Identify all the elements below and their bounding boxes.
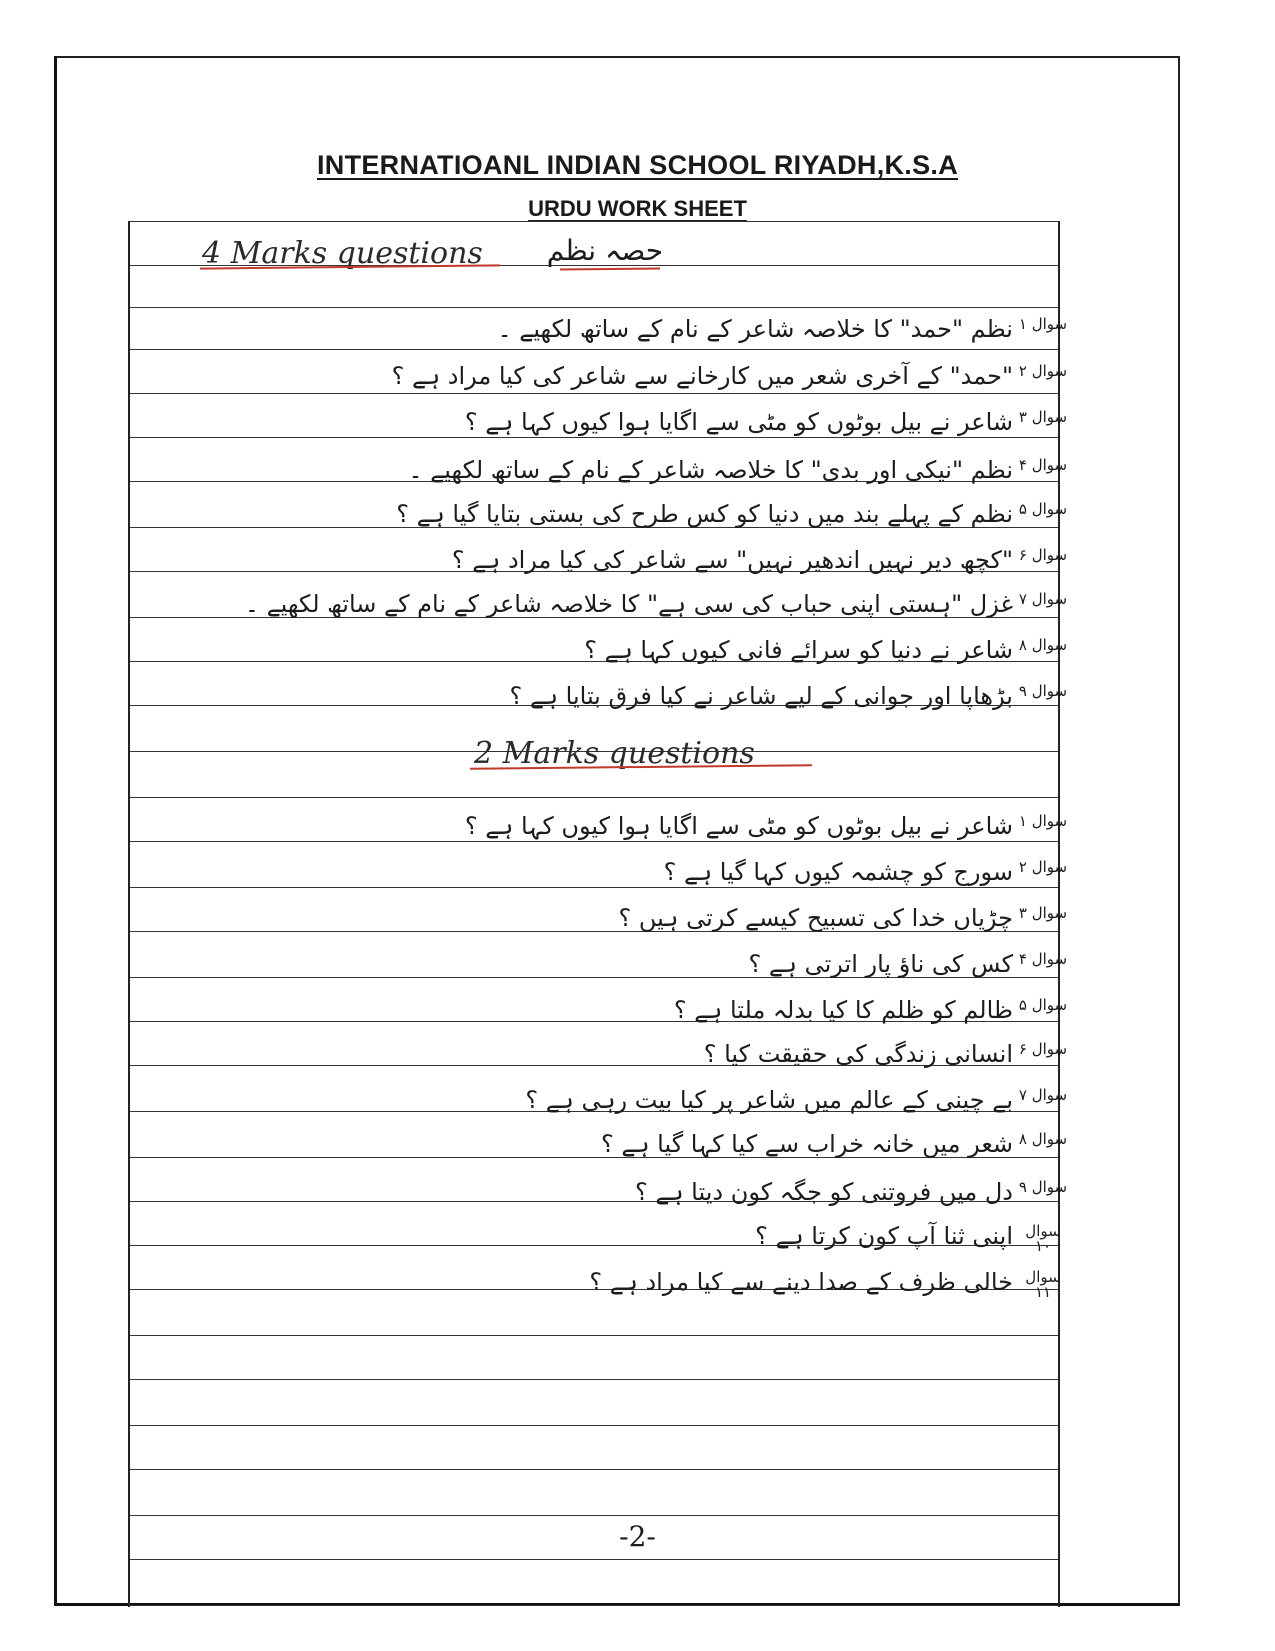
q2-question-number-6: سوال ۶ [1018, 1040, 1068, 1058]
section-part-label: حصہ نظم [546, 234, 663, 267]
q4-question-4: نظم "نیکی اور بدی" کا خلاصہ شاعر کے نام کے ساتھ لکھیے ۔ [408, 456, 1013, 484]
q2-question-number-2: سوال ۲ [1018, 858, 1068, 876]
ruled-line [130, 349, 1058, 350]
ruled-line [130, 1559, 1058, 1560]
ruled-line [130, 887, 1058, 888]
q2-question-number-11: سوال ۱۱ [1025, 1268, 1061, 1301]
school-title: INTERNATIOANL INDIAN SCHOOL RIYADH,K.S.A [316, 150, 959, 180]
section-2-marks-label: 2 Marks questions [474, 736, 755, 771]
q4-question-5: نظم کے پہلے بند میں دنیا کو کس طرح کی بستی بتایا گیا ہے ؟ [396, 500, 1013, 528]
q2-question-10: اپنی ثنا آپ کون کرتا ہے ؟ [755, 1222, 1013, 1250]
ruled-line [130, 221, 1058, 222]
q4-question-9: بڑھاپا اور جوانی کے لیے شاعر نے کیا فرق بتایا ہے ؟ [509, 682, 1013, 710]
q2-question-number-3: سوال ۳ [1018, 904, 1068, 922]
q2-question-3: چڑیاں خدا کی تسبیح کیسے کرتی ہیں ؟ [618, 904, 1013, 932]
ruled-line [130, 1515, 1058, 1516]
q4-question-6: "کچھ دیر نہیں اندھیر نہیں" سے شاعر کی کیا مراد ہے ؟ [451, 546, 1013, 574]
q4-question-3: شاعر نے بیل بوٹوں کو مٹی سے اگایا ہوا کیوں کہا ہے ؟ [464, 408, 1013, 436]
q4-question-number-3: سوال ۳ [1018, 408, 1068, 426]
ruled-line [130, 393, 1058, 394]
q2-question-9: دل میں فروتنی کو جگہ کون دیتا ہے ؟ [635, 1178, 1013, 1206]
ruled-line [130, 797, 1058, 798]
page-number: -2- [619, 1520, 656, 1553]
q2-question-number-8: سوال ۸ [1018, 1130, 1068, 1148]
q2-question-4: کس کی ناؤ پار اترتی ہے ؟ [748, 950, 1013, 978]
ruled-line [130, 1425, 1058, 1426]
q4-question-8: شاعر نے دنیا کو سرائے فانی کیوں کہا ہے ؟ [584, 636, 1013, 664]
q4-question-number-6: سوال ۶ [1018, 546, 1068, 564]
ruled-line [130, 1379, 1058, 1380]
q2-question-1: شاعر نے بیل بوٹوں کو مٹی سے اگایا ہوا کیوں کہا ہے ؟ [464, 812, 1013, 840]
q2-question-number-9: سوال ۹ [1018, 1178, 1068, 1196]
q4-question-number-4: سوال ۴ [1018, 456, 1068, 474]
q2-question-number-7: سوال ۷ [1018, 1086, 1068, 1104]
q4-question-number-5: سوال ۵ [1018, 500, 1068, 518]
q2-question-5: ظالم کو ظلم کا کیا بدلہ ملتا ہے ؟ [673, 996, 1013, 1024]
q2-question-number-10: سوال ۱۰ [1025, 1222, 1061, 1255]
q4-question-number-1: سوال ۱ [1018, 315, 1068, 333]
q2-question-2: سورج کو چشمہ کیوں کہا گیا ہے ؟ [663, 858, 1013, 886]
q2-question-11: خالی ظرف کے صدا دینے سے کیا مراد ہے ؟ [589, 1268, 1013, 1296]
ruled-line [130, 307, 1058, 308]
q4-question-number-9: سوال ۹ [1018, 682, 1068, 700]
section-4-marks-label: 4 Marks questions [202, 236, 483, 271]
q4-question-2: "حمد" کے آخری شعر میں کارخانے سے شاعر کی کیا مراد ہے ؟ [391, 362, 1013, 390]
ruled-line [130, 1335, 1058, 1336]
q4-question-7: غزل "ہستی اپنی حباب کی سی ہے" کا خلاصہ شاعر کے نام کے ساتھ لکھیے ۔ [244, 590, 1013, 618]
q4-question-number-2: سوال ۲ [1018, 362, 1068, 380]
q2-question-7: بے چینی کے عالم میں شاعر پر کیا بیت رہی ہے ؟ [525, 1086, 1013, 1114]
ruled-line [130, 1605, 1058, 1606]
ruled-line [130, 1469, 1058, 1470]
q4-question-number-7: سوال ۷ [1018, 590, 1068, 608]
q2-question-number-5: سوال ۵ [1018, 996, 1068, 1014]
q2-question-number-4: سوال ۴ [1018, 950, 1068, 968]
ruled-line [130, 841, 1058, 842]
q2-question-number-1: سوال ۱ [1018, 812, 1068, 830]
q2-question-6: انسانی زندگی کی حقیقت کیا ؟ [703, 1040, 1013, 1068]
q4-question-number-8: سوال ۸ [1018, 636, 1068, 654]
q2-question-8: شعر میں خانہ خراب سے کیا کہا گیا ہے ؟ [601, 1130, 1013, 1158]
q4-question-1: نظم "حمد" کا خلاصہ شاعر کے نام کے ساتھ لکھیے ۔ [497, 315, 1013, 343]
worksheet-title: URDU WORK SHEET [528, 196, 747, 221]
ruled-line [130, 437, 1058, 438]
